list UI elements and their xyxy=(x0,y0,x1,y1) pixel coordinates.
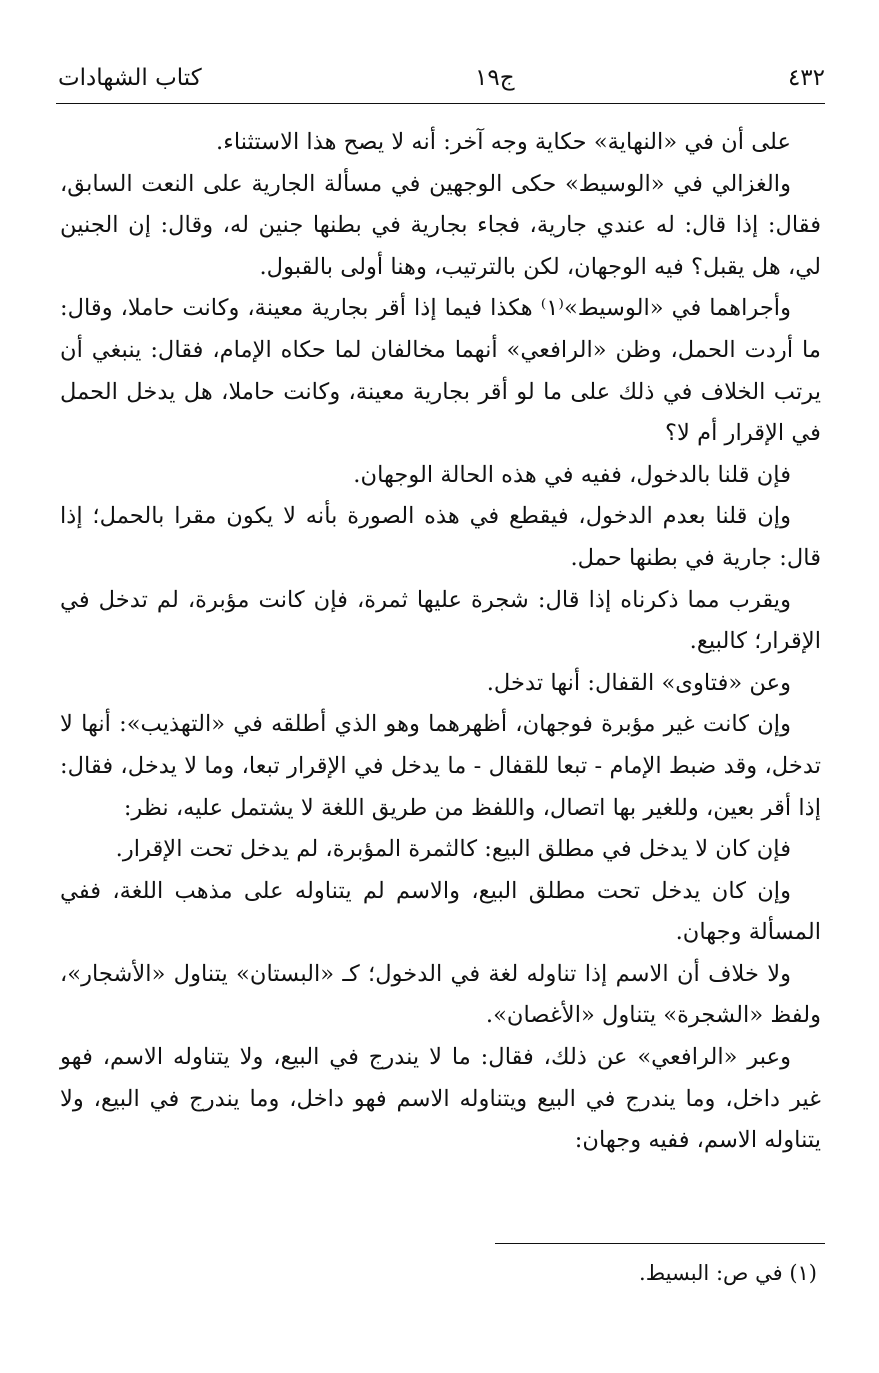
paragraph: ولا خلاف أن الاسم إذا تناوله لغة في الدخول؛ كـ «البستان» يتناول «الأشجار»، ولفظ «الشجرة» يتناول «الأغصان». xyxy=(60,960,821,1029)
page-number: ٤٣٢ xyxy=(787,65,825,91)
paragraph: وأجراهما في «الوسيط»⁽١⁾ هكذا فيما إذا أقر بجارية معينة، وكانت حاملا، وقال: ما أردت الحمل، وظن «الرافعي» أنهما مخالفان لما حكاه الإمام، فقال: ينبغي أن يرتب الخلاف في ذلك على ما لو أقر بجارية معينة، وكانت حاملا، هل يدخل الحمل في الإقرار أم لا؟ xyxy=(60,295,821,447)
book-title: كتاب الشهادات xyxy=(58,65,202,91)
paragraph: ويقرب مما ذكرناه إذا قال: شجرة عليها ثمرة، فإن كانت مؤبرة، لم تدخل في الإقرار؛ كالبيع. xyxy=(60,586,821,655)
paragraph: وإن كان يدخل تحت مطلق البيع، والاسم لم يتناوله على مذهب اللغة، ففي المسألة وجهان. xyxy=(60,877,821,946)
paragraph: والغزالي في «الوسيط» حكى الوجهين في مسألة الجارية على النعت السابق، فقال: إذا قال: له عندي جارية، فجاء بجارية في بطنها جنين له، وقال: إن الجنين لي، هل يقبل؟ فيه الوجهان، لكن بالترتيب، وهنا أولى بالقبول. xyxy=(60,170,821,280)
footnote-marker: (١) xyxy=(789,1261,817,1285)
paragraph: وإن قلنا بعدم الدخول، فيقطع في هذه الصورة بأنه لا يكون مقرا بالحمل؛ إذا قال: جارية في بطنها حمل. xyxy=(60,503,821,571)
header-divider xyxy=(56,103,825,104)
paragraph: وعن «فتاوى» القفال: أنها تدخل. xyxy=(486,669,791,696)
paragraph: وإن كانت غير مؤبرة فوجهان، أظهرهما وهو الذي أطلقه في «التهذيب»: أنها لا تدخل، وقد ضبط الإمام - تبعا للقفال - ما يدخل في الإقرار تبعا، وما لا يدخل، فقال: إذا أقر بعين، وللغير بها اتصال، واللفظ من طريق اللغة لا يشتمل عليه، نظر: xyxy=(60,711,821,821)
page-header xyxy=(58,58,825,98)
paragraph: على أن في «النهاية» حكاية وجه آخر: أنه لا يصح هذا الاستثناء. xyxy=(216,129,791,155)
footnote xyxy=(317,1258,817,1288)
paragraph: فإن قلنا بالدخول، ففيه في هذه الحالة الوجهان. xyxy=(353,461,791,488)
volume-label: ج١٩ xyxy=(475,65,515,91)
footnote-text: في ص: البسيط. xyxy=(639,1261,783,1285)
paragraph: فإن كان لا يدخل في مطلق البيع: كالثمرة المؤبرة، لم يدخل تحت الإقرار. xyxy=(115,836,791,863)
footnote-divider xyxy=(495,1243,825,1244)
paragraph: وعبر «الرافعي» عن ذلك، فقال: ما لا يندرج في البيع، ولا يتناوله الاسم، فهو غير داخل، وما يندرج في البيع ويتناوله الاسم فهو داخل، وما يندرج في البيع، ولا يتناوله الاسم، ففيه وجهان: xyxy=(60,1044,821,1154)
main-text xyxy=(60,122,821,1162)
